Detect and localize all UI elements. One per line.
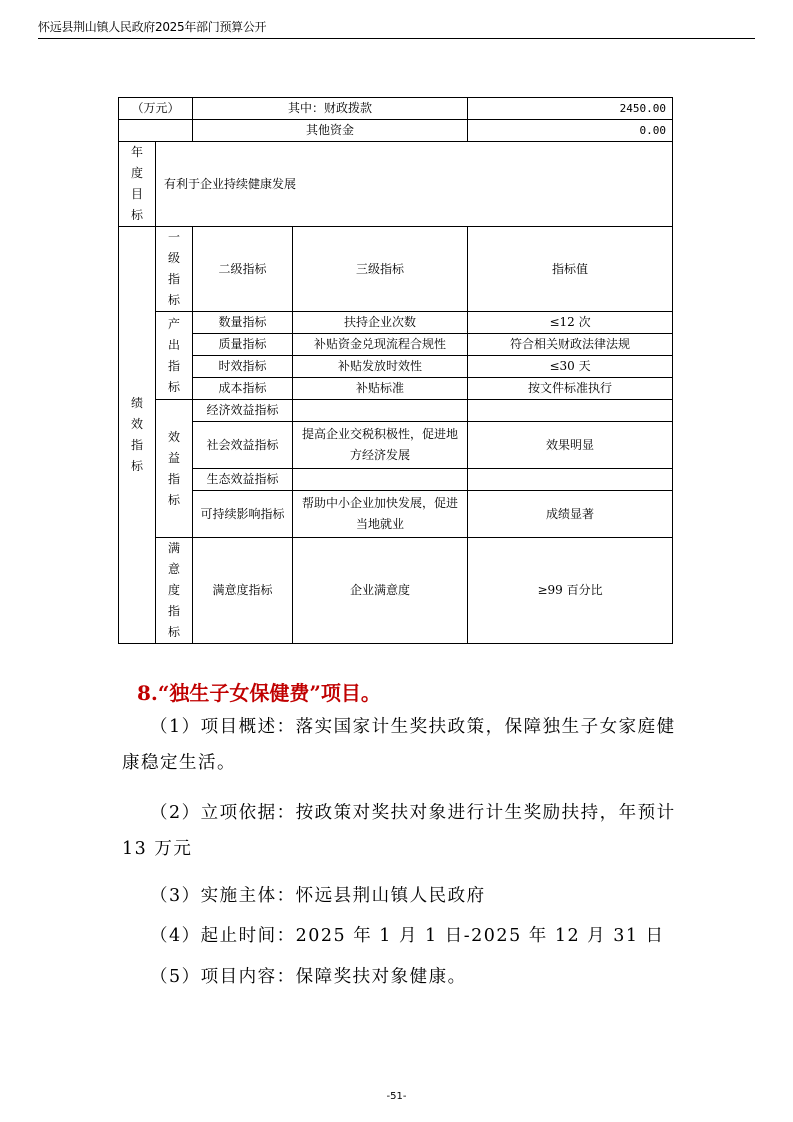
header-divider — [38, 38, 755, 39]
output-value-cell: 符合相关财政法律法规 — [468, 334, 673, 356]
section-title: 8.“独生子女保健费”项目。 — [137, 681, 381, 705]
table-row — [119, 538, 673, 644]
fund-unit-cell: （万元） — [119, 98, 193, 120]
satisfaction-label-cell — [156, 538, 193, 644]
benefit-l3-cell: 帮助中小企业加快发展，促进当地就业 — [293, 491, 468, 538]
perf-label-cell — [119, 227, 156, 644]
table-row — [119, 98, 673, 120]
blank-cell — [119, 120, 193, 142]
other-label-cell: 其他资金 — [193, 120, 468, 142]
annual-goal-label-cell — [119, 142, 156, 227]
output-l2-cell: 质量指标 — [193, 334, 293, 356]
head-level1-cell — [156, 227, 193, 312]
page-header-title: 怀远县荆山镇人民政府2025年部门预算公开 — [38, 20, 267, 34]
head-value-cell: 指标值 — [468, 227, 673, 312]
head-level2-cell: 二级指标 — [193, 227, 293, 312]
output-l2-cell: 时效指标 — [193, 356, 293, 378]
head-level1: 一级指标 — [168, 230, 181, 307]
output-value-cell: ≤30 天 — [468, 356, 673, 378]
perf-label: 绩效指标 — [131, 396, 144, 473]
table-row — [119, 378, 673, 400]
paragraph-period: （4）起止时间：2025 年 1 月 1 日-2025 年 12 月 31 日 — [150, 926, 665, 946]
benefit-l3-cell — [293, 400, 468, 422]
output-l2-cell: 数量指标 — [193, 312, 293, 334]
other-value-cell: 0.00 — [468, 120, 673, 142]
benefit-value-cell: 成绩显著 — [468, 491, 673, 538]
fiscal-label-cell: 其中：财政拨款 — [193, 98, 468, 120]
table-row — [119, 312, 673, 334]
head-level3-cell: 三级指标 — [293, 227, 468, 312]
paragraph-content: （5）项目内容：保障奖扶对象健康。 — [150, 967, 467, 987]
output-l3-cell: 扶持企业次数 — [293, 312, 468, 334]
annual-goal-label: 年度目标 — [131, 145, 144, 222]
paragraph-overview: （1）项目概述：落实国家计生奖扶政策，保障独生子女家庭健康稳定生活。 — [122, 717, 676, 773]
annual-goal-text-cell: 有利于企业持续健康发展 — [156, 142, 673, 227]
output-value-cell: 按文件标准执行 — [468, 378, 673, 400]
table-row — [119, 142, 673, 227]
satisfaction-label: 满意度指标 — [168, 541, 181, 639]
table-row — [119, 356, 673, 378]
benefit-l2-cell: 生态效益指标 — [193, 469, 293, 491]
paragraph-basis: （2）立项依据：按政策对奖扶对象进行计生奖励扶持，年预计 13 万元 — [122, 803, 676, 859]
satisfaction-l3-cell: 企业满意度 — [293, 538, 468, 644]
satisfaction-l2-cell: 满意度指标 — [193, 538, 293, 644]
table-row — [119, 491, 673, 538]
page-number: -51- — [386, 1091, 407, 1102]
benefit-label-cell — [156, 400, 193, 538]
table-row — [119, 120, 673, 142]
benefit-l3-cell: 提高企业交税积极性，促进地方经济发展 — [293, 422, 468, 469]
table-row — [119, 334, 673, 356]
table-row — [119, 422, 673, 469]
paragraph-implementer: （3）实施主体：怀远县荆山镇人民政府 — [150, 886, 486, 906]
benefit-l2-cell: 可持续影响指标 — [193, 491, 293, 538]
benefit-l2-cell: 社会效益指标 — [193, 422, 293, 469]
benefit-value-cell — [468, 469, 673, 491]
benefit-value-cell — [468, 400, 673, 422]
output-l2-cell: 成本指标 — [193, 378, 293, 400]
output-l3-cell: 补贴发放时效性 — [293, 356, 468, 378]
output-l3-cell: 补贴标准 — [293, 378, 468, 400]
table-row — [119, 400, 673, 422]
satisfaction-value-cell: ≥99 百分比 — [468, 538, 673, 644]
benefit-value-cell: 效果明显 — [468, 422, 673, 469]
performance-table — [118, 97, 673, 644]
output-l3-cell: 补贴资金兑现流程合规性 — [293, 334, 468, 356]
output-label: 产出指标 — [168, 316, 181, 394]
table-row — [119, 227, 673, 312]
output-label-cell — [156, 312, 193, 400]
benefit-l3-cell — [293, 469, 468, 491]
output-value-cell: ≤12 次 — [468, 312, 673, 334]
benefit-l2-cell: 经济效益指标 — [193, 400, 293, 422]
benefit-label: 效益指标 — [168, 429, 181, 507]
fiscal-value-cell: 2450.00 — [468, 98, 673, 120]
table-row — [119, 469, 673, 491]
